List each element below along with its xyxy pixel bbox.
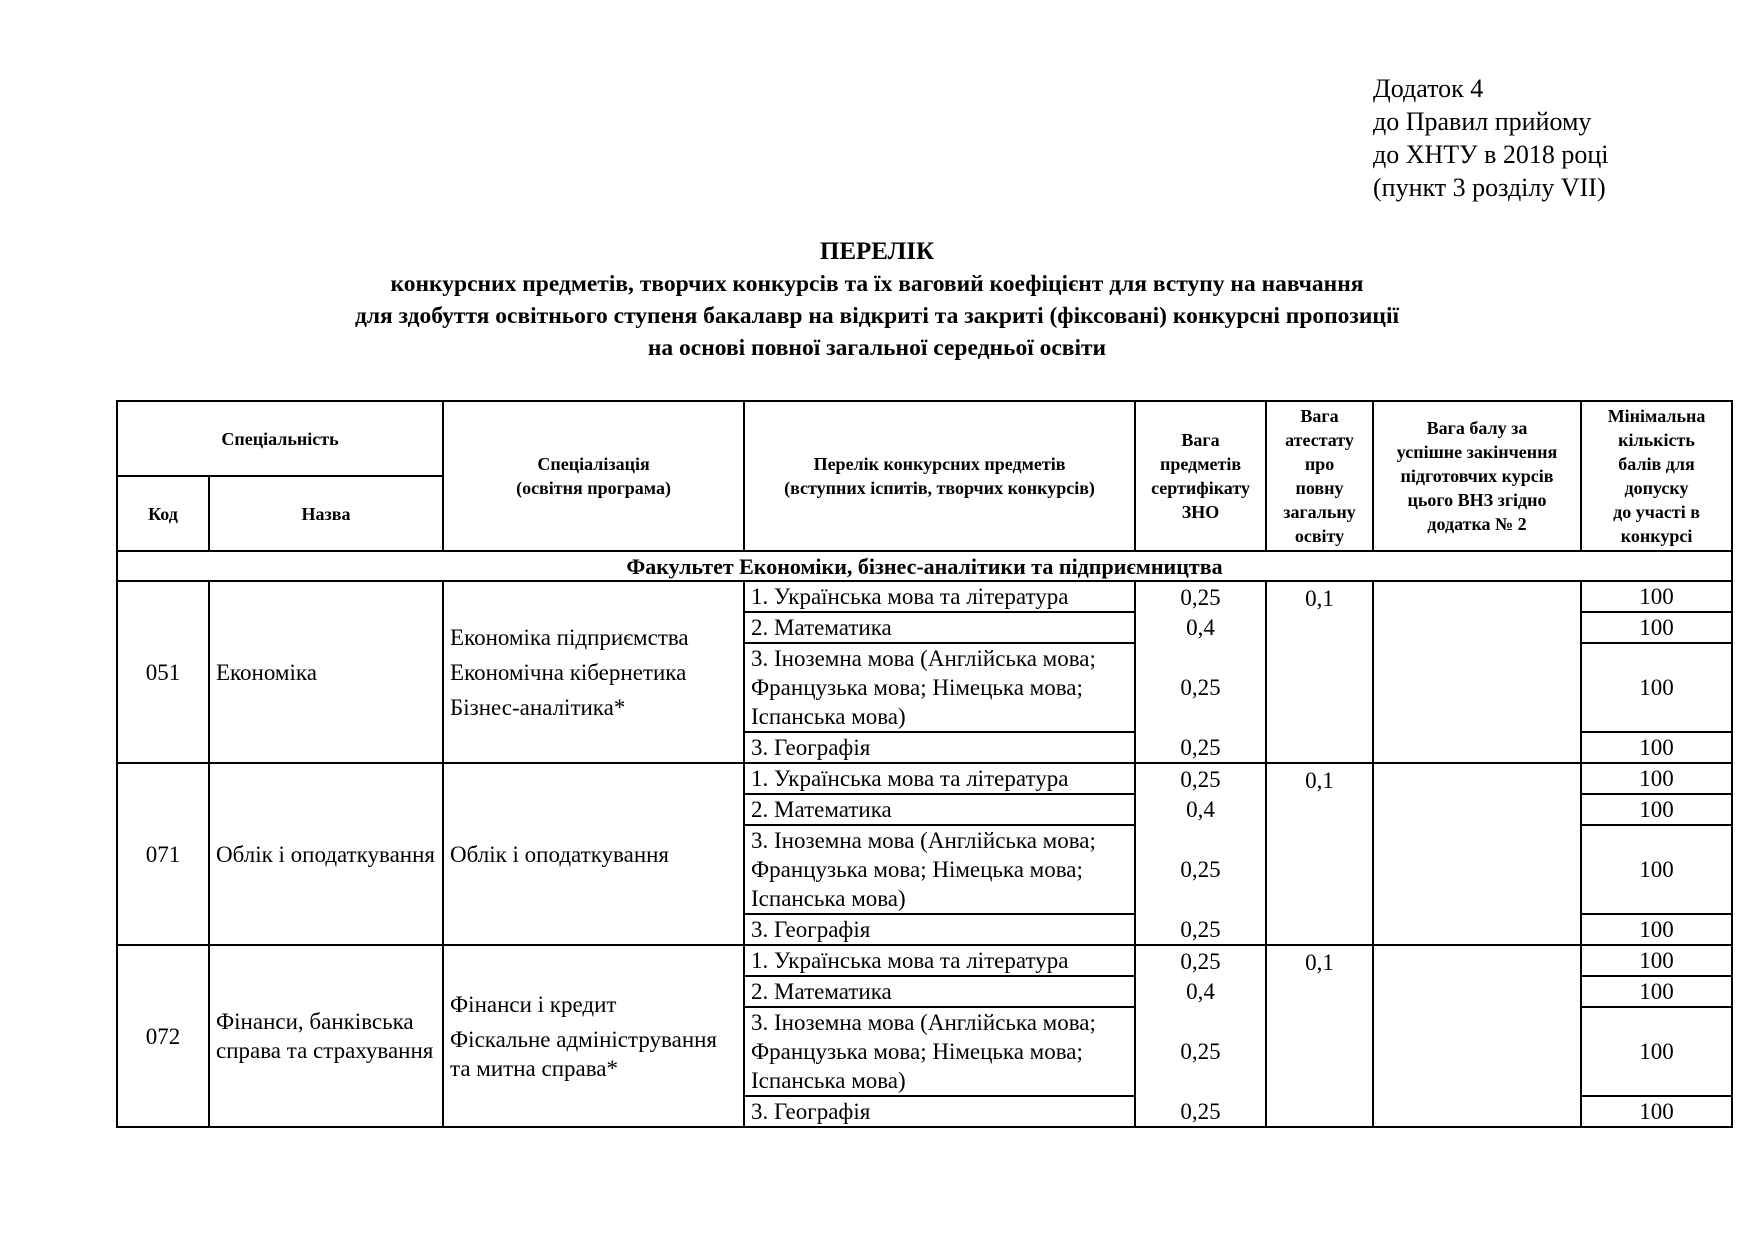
zno-weight-cell: 0,25 xyxy=(1135,914,1266,945)
prep-weight-cell xyxy=(1373,581,1581,763)
min-score-cell: 100 xyxy=(1581,914,1732,945)
min-score-cell: 100 xyxy=(1581,1096,1732,1127)
specialization-name: Фінанси і кредит xyxy=(450,991,617,1017)
min-score-cell: 100 xyxy=(1581,945,1732,976)
header-specialty: Спеціальність xyxy=(117,401,443,476)
subject-cell: 3. Іноземна мова (Англійська мова; Французька мова; Німецька мова; Іспанська мова) xyxy=(744,825,1135,914)
subject-cell: 1. Українська мова та література xyxy=(744,945,1135,976)
table-row xyxy=(117,945,1732,976)
header-text: Мінімальна xyxy=(1607,406,1706,426)
header-text: кількість xyxy=(1618,430,1695,450)
header-text: освіту xyxy=(1294,526,1345,546)
addendum-line: до Правил прийому xyxy=(1373,107,1592,136)
min-score-cell: 100 xyxy=(1581,794,1732,825)
subject-cell: 1. Українська мова та література xyxy=(744,581,1135,612)
zno-weight-cell: 0,4 xyxy=(1135,612,1266,643)
header-subjects xyxy=(744,401,1135,551)
header-text: цього ВНЗ згідно xyxy=(1407,490,1547,510)
zno-weight-cell: 0,25 xyxy=(1135,1096,1266,1127)
specialty-name: Фінанси, банківська справа та страхування xyxy=(209,945,443,1127)
header-specialization xyxy=(443,401,744,551)
subject-cell: 2. Математика xyxy=(744,612,1135,643)
zno-weight-cell: 0,4 xyxy=(1135,976,1266,1007)
min-score-cell: 100 xyxy=(1581,643,1732,732)
header-min-score xyxy=(1581,401,1732,551)
header-text: Вага xyxy=(1300,406,1339,426)
min-score-cell: 100 xyxy=(1581,825,1732,914)
cert-weight-cell: 0,1 xyxy=(1266,581,1373,763)
min-score-cell: 100 xyxy=(1581,1007,1732,1096)
min-score-cell: 100 xyxy=(1581,612,1732,643)
header-zno-weight xyxy=(1135,401,1266,551)
header-text: (вступних іспитів, творчих конкурсів) xyxy=(784,478,1095,498)
header-text: Вага балу за xyxy=(1426,418,1528,438)
title-line: на основі повної загальної середньої освіти xyxy=(647,335,1107,361)
zno-weight-cell: 0,25 xyxy=(1135,945,1266,976)
header-text: Перелік конкурсних предметів xyxy=(813,454,1066,474)
addendum-line: (пункт 3 розділу VII) xyxy=(1373,173,1606,202)
subjects-table xyxy=(116,400,1733,1128)
header-text: конкурсі xyxy=(1620,526,1693,546)
min-score-cell: 100 xyxy=(1581,581,1732,612)
header-text: загальну xyxy=(1283,502,1356,522)
min-score-cell: 100 xyxy=(1581,976,1732,1007)
header-text: підготовчих курсів xyxy=(1400,466,1554,486)
header-text: додатка № 2 xyxy=(1427,514,1527,534)
addendum-block xyxy=(1373,72,1609,204)
header-text: ЗНО xyxy=(1181,502,1220,522)
subject-cell: 3. Географія xyxy=(744,732,1135,763)
header-code: Код xyxy=(117,476,209,551)
zno-weight-cell: 0,4 xyxy=(1135,794,1266,825)
document-title xyxy=(0,236,1754,364)
zno-weight-cell: 0,25 xyxy=(1135,643,1266,732)
min-score-cell: 100 xyxy=(1581,763,1732,794)
subject-cell: 2. Математика xyxy=(744,794,1135,825)
header-name: Назва xyxy=(209,476,443,551)
specialty-name: Економіка xyxy=(209,581,443,763)
header-text: балів для xyxy=(1618,454,1695,474)
min-score-cell: 100 xyxy=(1581,732,1732,763)
zno-weight-cell: 0,25 xyxy=(1135,581,1266,612)
header-cert-weight xyxy=(1266,401,1373,551)
specialization-cell xyxy=(443,581,744,763)
faculty-name: Факультет Економіки, бізнес-аналітики та підприємництва xyxy=(117,551,1732,581)
header-text: Спеціалізація xyxy=(537,454,650,474)
title-main: ПЕРЕЛІК xyxy=(819,238,935,265)
table-row xyxy=(117,581,1732,612)
header-text: до участі в xyxy=(1613,502,1700,522)
cert-weight-cell: 0,1 xyxy=(1266,945,1373,1127)
subject-cell: 3. Географія xyxy=(744,914,1135,945)
specialization-name: Фіскальне адміністрування та митна справа* xyxy=(450,1026,718,1081)
subject-cell: 3. Географія xyxy=(744,1096,1135,1127)
header-text: допуску xyxy=(1624,478,1689,498)
table-row xyxy=(117,763,1732,794)
addendum-line: до ХНТУ в 2018 році xyxy=(1373,140,1609,169)
header-text: повну xyxy=(1295,478,1344,498)
specialty-code: 071 xyxy=(117,763,209,945)
subject-cell: 2. Математика xyxy=(744,976,1135,1007)
title-line: для здобуття освітнього ступеня бакалавр на відкриті та закриті (фіксовані) конкурсні пропозиції xyxy=(354,303,1400,329)
specialty-name: Облік і оподаткування xyxy=(209,763,443,945)
title-line: конкурсних предметів, творчих конкурсів та їх ваговий коефіцієнт для вступу на навчання xyxy=(390,271,1364,297)
faculty-row xyxy=(117,551,1732,581)
header-text: Вага xyxy=(1181,430,1220,450)
prep-weight-cell xyxy=(1373,763,1581,945)
zno-weight-cell: 0,25 xyxy=(1135,825,1266,914)
specialization-name: Економічна кібернетика xyxy=(450,659,687,685)
header-text: атестату xyxy=(1285,430,1354,450)
zno-weight-cell: 0,25 xyxy=(1135,1007,1266,1096)
specialization-name: Облік і оподаткування xyxy=(450,841,670,867)
prep-weight-cell xyxy=(1373,945,1581,1127)
header-text: успішне закінчення xyxy=(1396,442,1558,462)
specialization-cell xyxy=(443,945,744,1127)
specialization-name: Економіка підприємства xyxy=(450,624,689,650)
specialty-code: 072 xyxy=(117,945,209,1127)
specialization-name: Бізнес-аналітика* xyxy=(450,694,626,720)
subject-cell: 3. Іноземна мова (Англійська мова; Французька мова; Німецька мова; Іспанська мова) xyxy=(744,643,1135,732)
header-text: (освітня програма) xyxy=(516,478,671,498)
header-text: сертифікату xyxy=(1151,478,1250,498)
zno-weight-cell: 0,25 xyxy=(1135,763,1266,794)
specialization-cell xyxy=(443,763,744,945)
subject-cell: 3. Іноземна мова (Англійська мова; Французька мова; Німецька мова; Іспанська мова) xyxy=(744,1007,1135,1096)
cert-weight-cell: 0,1 xyxy=(1266,763,1373,945)
addendum-line: Додаток 4 xyxy=(1373,74,1484,103)
header-prep-weight xyxy=(1373,401,1581,551)
header-row xyxy=(117,401,1732,476)
header-text: про xyxy=(1304,454,1335,474)
specialty-code: 051 xyxy=(117,581,209,763)
subject-cell: 1. Українська мова та література xyxy=(744,763,1135,794)
zno-weight-cell: 0,25 xyxy=(1135,732,1266,763)
header-text: предметів xyxy=(1159,454,1242,474)
